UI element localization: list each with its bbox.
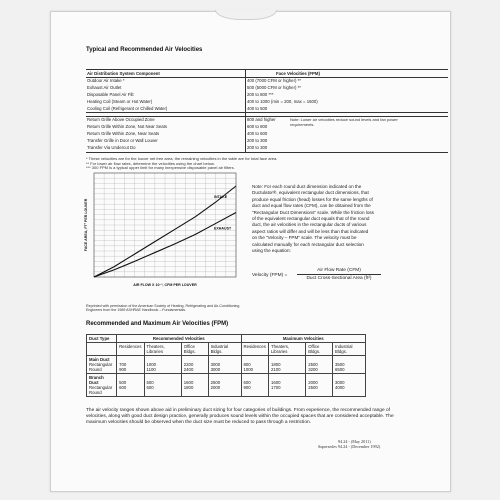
velocity-formula	[252, 268, 392, 284]
duct-type-header: Duct Type	[87, 335, 117, 343]
table1-velocity: 400 to 500	[247, 106, 268, 111]
table-row	[87, 356, 366, 374]
value: 500	[146, 380, 154, 385]
table-rule	[86, 112, 448, 113]
table1-velocity: 200 to 300	[247, 145, 268, 150]
table-rule	[86, 69, 448, 70]
table1-velocity: 200 to 300	[247, 138, 268, 143]
duct-sub: Rectangular	[89, 362, 113, 367]
value: 2400	[183, 367, 194, 372]
chart-grid	[94, 173, 236, 277]
value: 2500	[308, 385, 318, 390]
value: 1800	[270, 362, 281, 367]
duct-sub: Round	[89, 390, 102, 395]
chart-caption: Reprinted with permission of the American Society of Heating, Refrigerating and Air-Conditioning Engineers from the 1989 ASHRAE Handbook – Fundamentals.	[86, 304, 240, 313]
column-header: Industrial Bldgs.	[333, 343, 366, 356]
column-header: Theaters, Libraries	[268, 343, 305, 356]
value: 1000	[243, 367, 254, 372]
value: 900	[243, 385, 251, 390]
table1-component: Heating Coil (Steam or Hot Water)	[87, 99, 153, 104]
duct-type-cell	[87, 374, 117, 397]
value: 1700	[270, 385, 281, 390]
duct-name: Main Duct	[89, 357, 110, 362]
table1-component: Return Grille Within Zone, Near Seats	[87, 131, 160, 136]
value: 1000	[146, 362, 157, 367]
value: 900	[119, 367, 127, 372]
value: 500	[119, 380, 127, 385]
duct-type-cell	[87, 356, 117, 374]
table1-velocity: 400 (7000 CFM or higher) **	[247, 78, 301, 83]
table1-component: Return Grille Within Zone, Not Near Seats	[87, 124, 168, 129]
value: 2500	[308, 362, 318, 367]
value-cell	[208, 374, 241, 397]
value: 3000	[210, 367, 221, 372]
value-cell	[144, 374, 181, 397]
formula-numerator: Air Flow Rate (CFM)	[297, 268, 381, 275]
value: 600	[146, 385, 154, 390]
footnote: *** 300 FPM is a typical upper limit for many inexpensive disposable panel air filters.	[86, 165, 235, 171]
duct-name: Branch Duct	[89, 375, 104, 385]
table-cell	[87, 343, 117, 356]
value: 3000	[210, 362, 221, 367]
x-axis-label: AIR FLOW X 10⁻³, CFM PER LOUVER	[133, 283, 197, 287]
value-cell	[241, 374, 268, 397]
louver-face-area-chart	[80, 165, 240, 290]
value: 2500	[210, 380, 221, 385]
column-header: Theaters, Libraries	[144, 343, 181, 356]
value: 1600	[270, 380, 281, 385]
supersedes-note: Supersedes 94.24 - (December 1992)	[318, 444, 381, 450]
value: 1100	[146, 367, 156, 372]
table1-component: Return Grille Above Occupied Zone	[87, 117, 155, 122]
table1-velocity: 600 to 800	[247, 124, 268, 129]
table1-col1-header: Air Distribution System Component	[87, 71, 160, 76]
value-cell	[144, 356, 181, 374]
recommended-header: Recommended Velocities	[117, 335, 241, 343]
recommended-max-velocities-table	[86, 334, 366, 397]
value: 2200	[183, 362, 194, 367]
table1-velocity: 400 to 600	[247, 131, 268, 136]
value: 600	[119, 385, 127, 390]
series-label-intake: INTAKE	[214, 195, 228, 200]
table-row	[87, 374, 366, 397]
value: 800	[243, 362, 251, 367]
table1-side-note: Note: Lower air velocities reduce sound levels and fan power requirements.	[290, 117, 398, 127]
table1-component: Transfer Via Undercut Do	[87, 145, 136, 150]
table1-component: Exhaust Air Outlet	[87, 85, 122, 90]
value: 1600	[183, 380, 194, 385]
revision-info	[318, 439, 380, 450]
table1-velocity: 800 and higher	[247, 117, 276, 122]
value: 2000	[308, 380, 318, 385]
duct-sub: Rectangular	[89, 385, 113, 390]
value: 3500	[335, 362, 345, 367]
footnote: * These velocities are for the louver net free area, the remaining velocities in the table are for total face area.	[86, 156, 278, 161]
page-title: Typical and Recommended Air Velocities	[86, 47, 203, 53]
value: 4000	[335, 385, 345, 390]
value: 3200	[308, 367, 318, 372]
formula-denominator: Duct Cross-Sectional Area (ft²)	[306, 276, 372, 281]
revision-date: 94.24 - (May 2011)	[338, 439, 371, 444]
maximum-header: Maximum Velocities	[241, 335, 366, 343]
table-rule	[245, 69, 246, 152]
column-header: Residences	[117, 343, 144, 356]
value: 1800	[183, 385, 194, 390]
value: 600	[243, 380, 251, 385]
value: 2000	[210, 385, 221, 390]
value-cell	[306, 356, 333, 374]
table1-velocity: 400 to 1000 (min = 200, max = 1500)	[247, 99, 318, 104]
column-header: Industrial Bldgs.	[208, 343, 241, 356]
table-rule	[86, 152, 448, 153]
value-cell	[268, 356, 305, 374]
value-cell	[208, 356, 241, 374]
series-label-exhaust: EXHAUST	[214, 226, 232, 231]
value-cell	[117, 374, 144, 397]
table1-component: Outdoor Air Intake *	[87, 78, 125, 83]
table1-col2-header: Face Velocities (FPM)	[276, 71, 320, 76]
value-cell	[181, 356, 208, 374]
rectangular-duct-note: Note: For each round duct dimension indicated on the Ductulator®, equivalent rectangular duct dimensions, that produce equal friction (head) losses for the same lengths of duct and equal flow rates (CFM), can be obtained from the "Rectangular Duct Dimensions" scale. While the friction loss of the equivalent rectangular duct equals that of the round duct, the air velocities in the rectangular ducts of various aspect ratios will differ and will be less than that indicated on the "Velocity – FPM" scale. The velocity must be calculated manually for each rectangular duct selection using the equation:	[252, 184, 374, 254]
value: 700	[119, 362, 127, 367]
table1-velocity: 200 to 800 ***	[247, 92, 274, 97]
duct-sub: Round	[89, 367, 102, 372]
footnote: ** For lower air flow rates, determine the velocities using the chart below.	[86, 160, 215, 166]
value-cell	[333, 356, 366, 374]
column-header: Office Bldgs.	[181, 343, 208, 356]
value: 2100	[270, 367, 281, 372]
value-cell	[181, 374, 208, 397]
table1-component: Transfer Grille in Door or Wall Louver	[87, 138, 158, 143]
table1-component: Disposable Panel Air Filt	[87, 92, 134, 97]
closing-paragraph: The air velocity ranges shown above aid in preliminary duct sizing for four categories of buildings. From experience, the recommended range of velocities, along with good duct design practice, generally produces sound levels within the occupied spaces that are considered acceptable. The maximum velocities should be observed when the duct size must be reduced to pass through a restriction.	[86, 408, 394, 426]
value-cell	[333, 374, 366, 397]
column-header: Residences	[241, 343, 268, 356]
value-cell	[268, 374, 305, 397]
value: 3000	[335, 380, 345, 385]
table1-velocity: 500 (5000 CFM or higher) **	[247, 85, 301, 90]
chart-labels	[84, 195, 232, 287]
table1-component: Cooling Coil (Refrigerant or Chilled Water)	[87, 106, 168, 111]
table2-title: Recommended and Maximum Air Velocities (FPM)	[86, 321, 229, 327]
value: 6500	[335, 367, 345, 372]
value-cell	[117, 356, 144, 374]
value-cell	[241, 356, 268, 374]
column-header: Office Bldgs.	[306, 343, 333, 356]
y-axis-label: FACE AREA, FT² PER LOUVER	[84, 198, 88, 252]
value-cell	[306, 374, 333, 397]
formula-lhs: Velocity (FPM) =	[252, 273, 288, 278]
